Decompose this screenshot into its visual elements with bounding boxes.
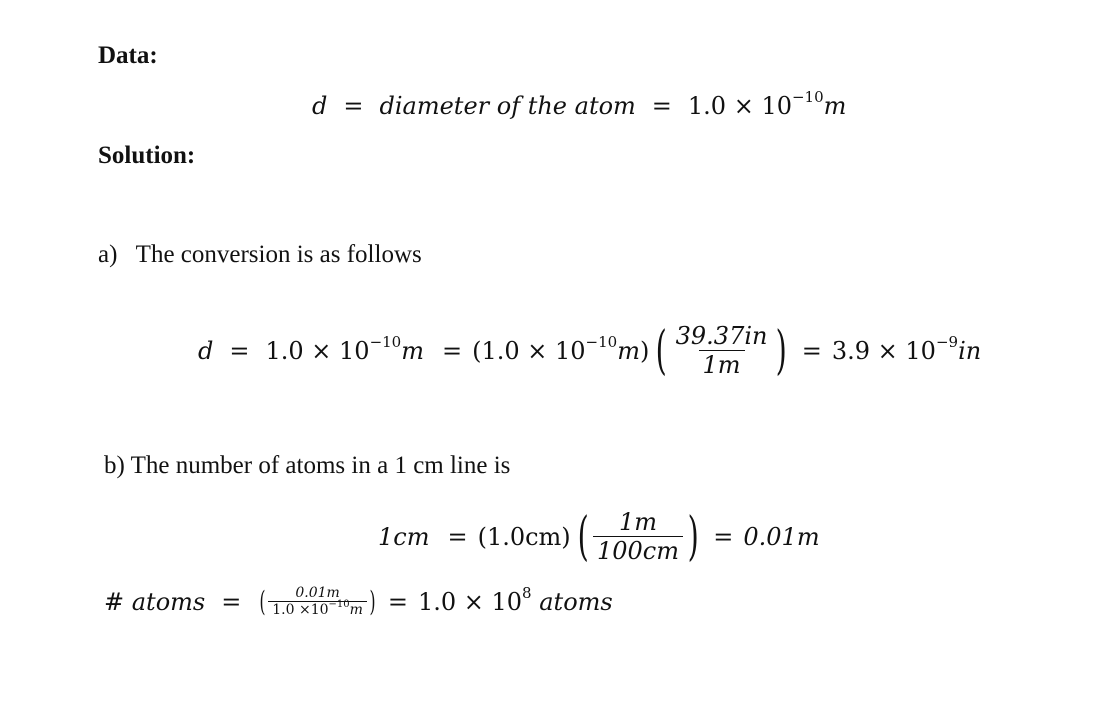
equals-sign: = <box>441 336 463 365</box>
equals-sign: = <box>801 336 822 365</box>
atoms-equation: # atoms = ( $\frac{0.01m}{1.0 \times 10^{-10}m}$ ) = $1.0 \times 10^8$ atoms <box>104 583 613 618</box>
part-a-equation: d = $1.0 \times 10^{-10}m$ = $(1.0 \times 10^{-10}m)$ ( $\frac{39.37in}{1m}$ ) = $3.9 \times 10^{-9}in$ <box>198 320 982 381</box>
fraction-denominator: 100cm <box>593 536 683 565</box>
data-heading: Data: <box>98 42 158 69</box>
lhs-1cm: 1cm <box>378 522 430 551</box>
atoms-fraction-denominator: $1.0 \times 10^{-10}m$ <box>268 601 367 618</box>
meters-result: 0.01m <box>743 522 820 551</box>
fraction-numerator: 39.37in <box>675 322 768 350</box>
equals-sign: = <box>343 92 364 120</box>
fraction-numerator: 1m <box>618 508 657 536</box>
inches-result: $3.9 \times 10^{-9}in$ <box>831 332 982 365</box>
diameter-description: diameter of the atom <box>379 92 636 120</box>
cm-conversion-fraction <box>593 508 683 565</box>
equals-sign: = <box>447 522 468 551</box>
part-a-label: a) <box>98 241 118 268</box>
equals-sign: = <box>221 587 242 616</box>
equals-sign: = <box>387 587 408 616</box>
cm-value: (1.0cm) <box>477 522 571 551</box>
conversion-fraction <box>672 322 772 379</box>
solution-heading: Solution: <box>98 142 196 169</box>
part-b-conversion-equation: 1cm = (1.0cm) ( $\frac{1m}{100cm}$ ) = 0.01m <box>378 506 820 567</box>
equals-sign: = <box>651 92 672 120</box>
atoms-lhs: # atoms <box>104 587 206 616</box>
meters-value: $1.0 \times 10^{-10}m$ <box>265 332 424 365</box>
atoms-result: $1.0 \times 10^8$ atoms <box>417 583 613 616</box>
diameter-value: $1.0 \times 10^{-10}m$ <box>687 88 847 120</box>
meters-paren-value: $(1.0 \times 10^{-10}m)$ <box>472 332 650 365</box>
atoms-fraction <box>268 585 367 618</box>
part-a-text: The conversion is as follows <box>135 241 422 268</box>
part-b-text: b) The number of atoms in a 1 cm line is <box>104 452 511 479</box>
fraction-denominator: 1m <box>699 350 745 379</box>
part-a-intro <box>98 241 422 269</box>
atoms-fraction-numerator: 0.01m <box>295 585 340 601</box>
data-equation <box>312 88 847 120</box>
equals-sign: = <box>229 336 250 365</box>
var-d: d <box>198 336 214 365</box>
equals-sign: = <box>713 522 734 551</box>
var-d: d <box>312 92 328 120</box>
